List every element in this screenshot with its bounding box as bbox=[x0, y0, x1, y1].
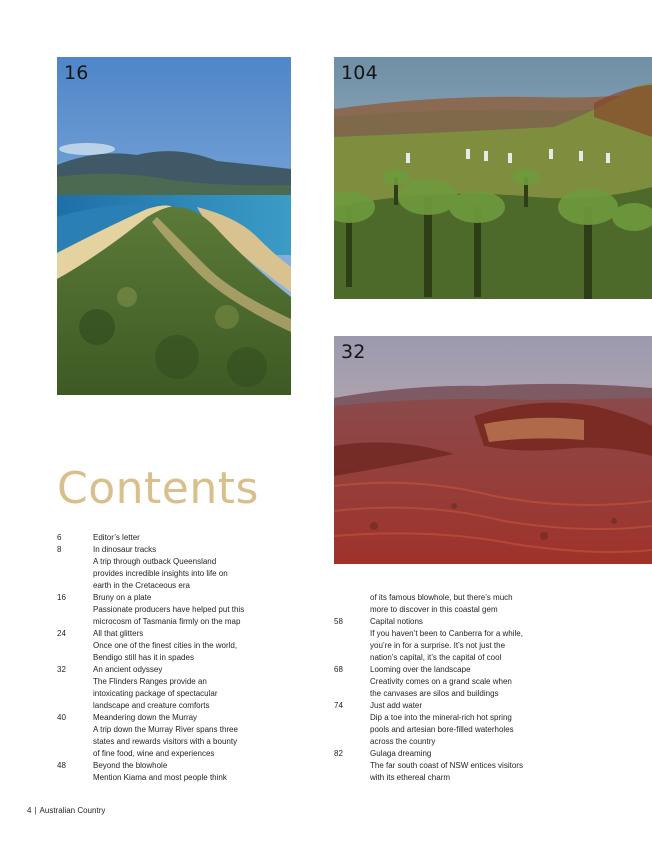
toc-line bbox=[57, 652, 287, 664]
toc-entry-description: pools and artesian bore-filled waterholes bbox=[370, 725, 514, 734]
toc-page-number: 58 bbox=[334, 617, 343, 626]
toc-entry-title: Meandering down the Murray bbox=[93, 713, 198, 722]
toc-line bbox=[57, 568, 287, 580]
toc-entry-description: microcosm of Tasmania firmly on the map bbox=[93, 617, 241, 626]
toc-entry-description: nation’s capital, it’s the capital of cool bbox=[370, 653, 502, 662]
toc-entry-title: Gulaga dreaming bbox=[370, 749, 432, 758]
toc-line bbox=[57, 688, 287, 700]
toc-entry-description: across the country bbox=[370, 737, 436, 746]
toc-line bbox=[57, 604, 287, 616]
toc-page-number: 68 bbox=[334, 665, 343, 674]
toc-line bbox=[57, 736, 287, 748]
toc-page-number: 40 bbox=[57, 713, 66, 722]
toc-entry-title: Beyond the blowhole bbox=[93, 761, 168, 770]
toc-entry-description: landscape and creature comforts bbox=[93, 701, 210, 710]
toc-line bbox=[334, 616, 564, 628]
toc-entry-description: A trip down the Murray River spans three bbox=[93, 725, 238, 734]
toc-entry-title: Editor’s letter bbox=[93, 533, 140, 542]
toc-entry-description: Bendigo still has it in spades bbox=[93, 653, 194, 662]
toc-line bbox=[334, 712, 564, 724]
toc-line bbox=[334, 604, 564, 616]
contents-heading: Contents bbox=[57, 463, 259, 514]
toc-line bbox=[57, 592, 287, 604]
toc-entry-description: more to discover in this coastal gem bbox=[370, 605, 498, 614]
toc-page-number: 8 bbox=[57, 545, 62, 554]
toc-entry-description: Passionate producers have helped put this bbox=[93, 605, 245, 614]
toc-line bbox=[57, 724, 287, 736]
photo-page-number: 16 bbox=[64, 62, 89, 84]
toc-page-number: 32 bbox=[57, 665, 66, 674]
toc-entry-description: provides incredible insights into life on bbox=[93, 569, 228, 578]
toc-line bbox=[57, 628, 287, 640]
toc-entry-description: with its ethereal charm bbox=[370, 773, 451, 782]
toc-entry-description: A trip through outback Queensland bbox=[93, 557, 217, 566]
toc-line bbox=[57, 532, 287, 544]
toc-line bbox=[334, 664, 564, 676]
toc-entry-description: The far south coast of NSW entices visitors bbox=[370, 761, 523, 770]
photo-page-number: 32 bbox=[341, 341, 366, 363]
toc-line bbox=[57, 772, 287, 784]
toc-line bbox=[334, 640, 564, 652]
toc-line bbox=[57, 760, 287, 772]
toc-column-right bbox=[334, 592, 564, 784]
toc-entry-description: Mention Kiama and most people think bbox=[93, 773, 227, 782]
toc-line bbox=[334, 652, 564, 664]
toc-entry-title: Capital notions bbox=[370, 617, 423, 626]
toc-line bbox=[334, 772, 564, 784]
toc-entry-title: Just add water bbox=[370, 701, 423, 710]
red-ranges-aerial-image bbox=[334, 336, 652, 564]
toc-line bbox=[334, 688, 564, 700]
toc-line bbox=[57, 748, 287, 760]
coastal-isthmus-image bbox=[57, 57, 291, 395]
photo-grass-trees bbox=[334, 57, 652, 299]
toc-entry-description: you’re in for a surprise. It’s not just the bbox=[370, 641, 506, 650]
toc-page-number: 24 bbox=[57, 629, 66, 638]
toc-page-number: 48 bbox=[57, 761, 66, 770]
toc-line bbox=[334, 748, 564, 760]
toc-entry-description: Once one of the finest cities in the world, bbox=[93, 641, 238, 650]
toc-entry-description: Creativity comes on a grand scale when bbox=[370, 677, 512, 686]
toc-line bbox=[334, 700, 564, 712]
toc-line bbox=[334, 676, 564, 688]
footer-page-number: 4 bbox=[27, 806, 32, 815]
toc-entry-description: Dip a toe into the mineral-rich hot spring bbox=[370, 713, 512, 722]
toc-page-number: 74 bbox=[334, 701, 343, 710]
toc-line bbox=[334, 760, 564, 772]
toc-line bbox=[334, 628, 564, 640]
toc-entry-description: If you haven’t been to Canberra for a while, bbox=[370, 629, 523, 638]
toc-line bbox=[57, 700, 287, 712]
toc-entry-description: intoxicating package of spectacular bbox=[93, 689, 218, 698]
toc-line bbox=[57, 664, 287, 676]
toc-entry-description: states and rewards visitors with a bounty bbox=[93, 737, 238, 746]
toc-line bbox=[334, 736, 564, 748]
toc-line bbox=[57, 676, 287, 688]
photo-flinders-ranges bbox=[334, 336, 652, 564]
toc-entry-description: The Flinders Ranges provide an bbox=[93, 677, 207, 686]
toc-entry-title: All that glitters bbox=[93, 629, 144, 638]
page-footer bbox=[27, 806, 105, 815]
photo-page-number: 104 bbox=[341, 62, 378, 84]
toc-line bbox=[57, 640, 287, 652]
toc-line bbox=[334, 592, 564, 604]
toc-entry-title: An ancient odyssey bbox=[93, 665, 163, 674]
toc-line bbox=[334, 724, 564, 736]
grass-tree-hillside-image bbox=[334, 57, 652, 299]
toc-line bbox=[57, 616, 287, 628]
toc-entry-description: of its famous blowhole, but there’s much bbox=[370, 593, 513, 602]
toc-line bbox=[57, 712, 287, 724]
toc-line bbox=[57, 580, 287, 592]
toc-line bbox=[57, 544, 287, 556]
footer-magazine-name: Australian Country bbox=[39, 806, 106, 815]
toc-entry-description: of fine food, wine and experiences bbox=[93, 749, 215, 758]
photo-bruny-island bbox=[57, 57, 291, 395]
toc-page-number: 6 bbox=[57, 533, 62, 542]
toc-line bbox=[57, 556, 287, 568]
toc-entry-description: earth in the Cretaceous era bbox=[93, 581, 190, 590]
footer-separator: | bbox=[34, 806, 37, 815]
toc-entry-title: In dinosaur tracks bbox=[93, 545, 157, 554]
toc-page-number: 16 bbox=[57, 593, 66, 602]
toc-column-left bbox=[57, 532, 287, 784]
toc-entry-title: Looming over the landscape bbox=[370, 665, 471, 674]
toc-page-number: 82 bbox=[334, 749, 343, 758]
toc-entry-description: the canvases are silos and buildings bbox=[370, 689, 499, 698]
toc-entry-title: Bruny on a plate bbox=[93, 593, 152, 602]
